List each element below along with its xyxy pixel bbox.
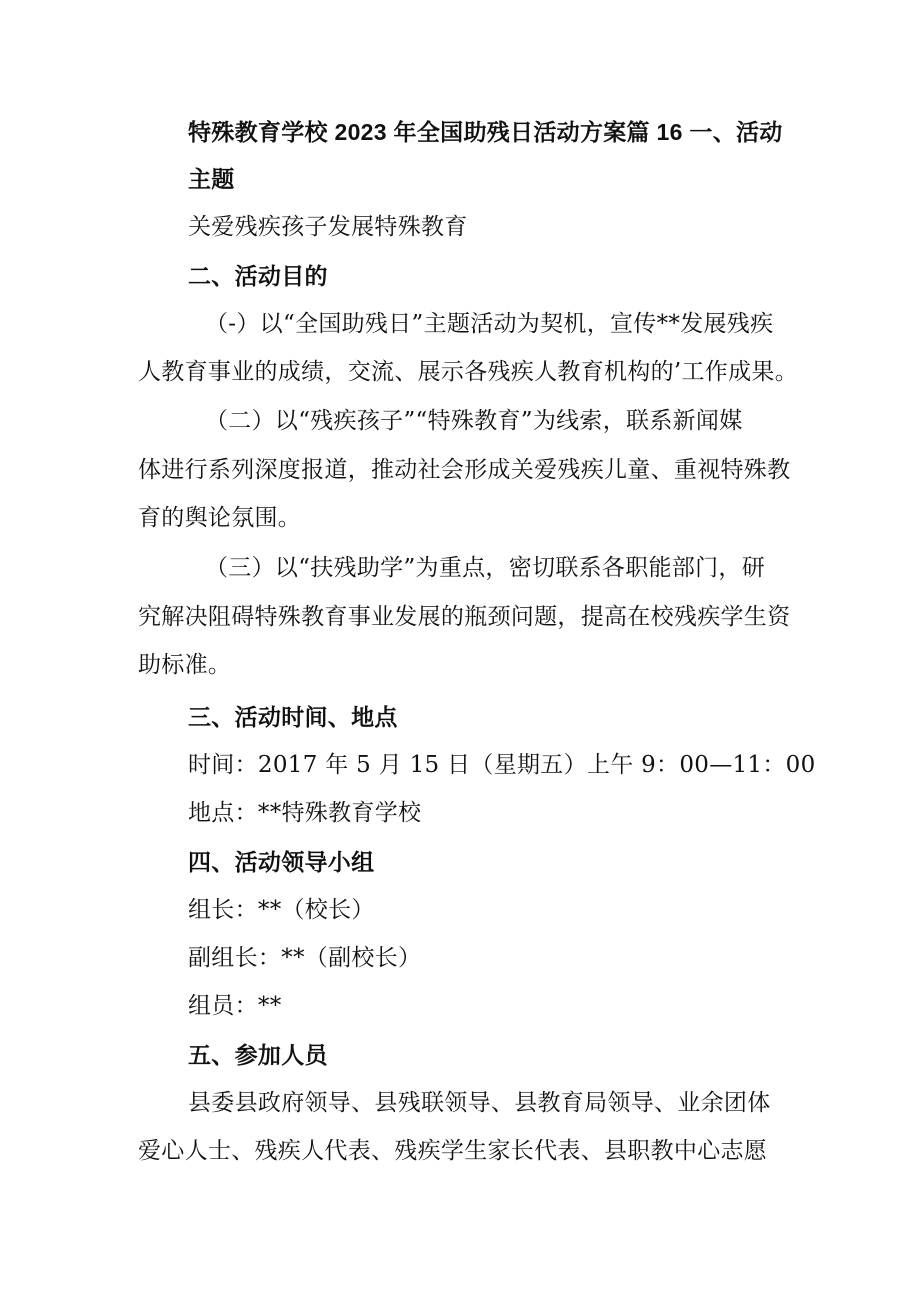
activity-place: 地点：**特殊教育学校: [188, 800, 422, 826]
section-heading-purpose: 二、活动目的: [188, 263, 328, 289]
participants-line-1: 县委县政府领导、县残联领导、县教育局领导、业余团体: [188, 1090, 771, 1116]
purpose-item-3-line-1: （三）以“扶残助学”为重点，密切联系各职能部门，研: [205, 555, 766, 581]
group-leader: 组长：**（校长）: [188, 897, 375, 923]
group-vice-leader: 副组长：**（副校长）: [188, 945, 422, 971]
section-heading-time-place: 三、活动时间、地点: [188, 704, 398, 730]
purpose-item-3-line-2: 究解决阻碍特殊教育事业发展的瓶颈问题，提高在校残疾学生资: [138, 604, 791, 630]
section-heading-participants: 五、参加人员: [188, 1042, 328, 1068]
purpose-item-1-line-2: 人教育事业的成绩，交流、展示各残疾人教育机构的’工作成果。: [138, 359, 799, 385]
activity-time: 时间：2017 年 5 月 15 日（星期五）上午 9：00—11：00: [188, 752, 816, 778]
document-title-line-2: 主题: [188, 166, 235, 192]
document-title-line-1: 特殊教育学校 2023 年全国助残日活动方案篇 16 一、活动: [188, 119, 783, 145]
purpose-item-2-line-2: 体进行系列深度报道，推动社会形成关爱残疾儿童、重视特殊教: [138, 457, 791, 483]
purpose-item-2-line-1: （二）以“残疾孩子”“特殊教育”为线索，联系新闻媒: [205, 408, 743, 434]
theme-text: 关爱残疾孩子发展特殊教育: [188, 214, 468, 240]
participants-line-2: 爱心人士、残疾人代表、残疾学生家长代表、县职教中心志愿: [138, 1138, 768, 1164]
purpose-item-3-line-3: 助标准。: [138, 652, 232, 678]
purpose-item-1-line-1: （-）以“全国助残日”主题活动为契机，宣传**发展残疾: [205, 311, 774, 337]
group-members: 组员：**: [188, 993, 282, 1019]
purpose-item-2-line-3: 育的舆论氛围。: [138, 505, 302, 531]
section-heading-leadership: 四、活动领导小组: [188, 849, 375, 875]
